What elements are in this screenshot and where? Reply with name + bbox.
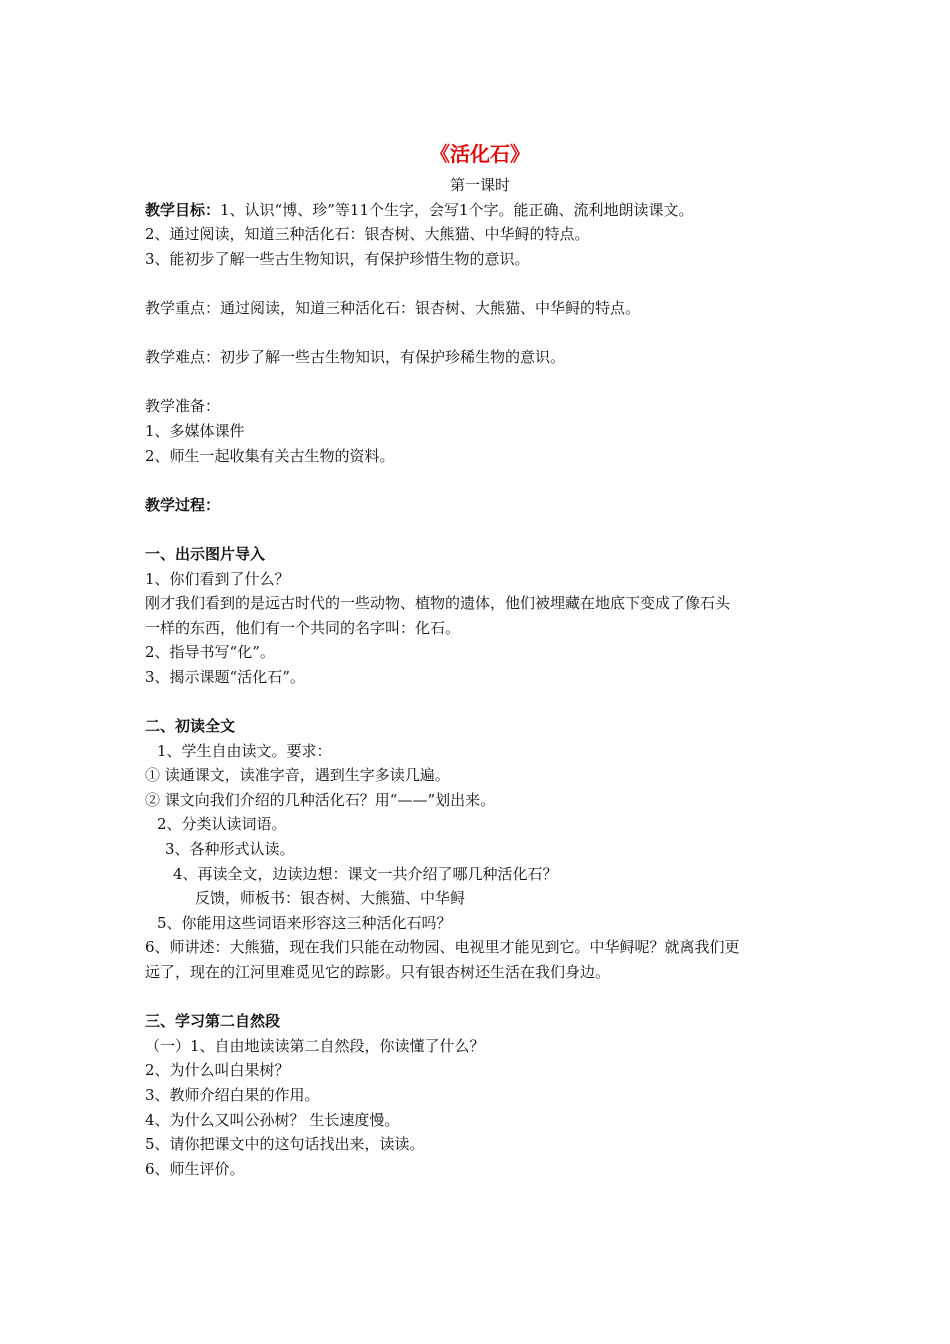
section-2-line: 5、你能用这些词语来形容这三种活化石吗？ (157, 913, 452, 932)
section-1-line: 3、揭示课题“活化石”。 (145, 667, 305, 686)
section-3-line: （一）1、自由地读读第二自然段，你读懂了什么？ (145, 1036, 485, 1055)
spacer (145, 985, 815, 1010)
section-2-line: 2、分类认读词语。 (157, 815, 287, 834)
goals-label: 教学目标： (145, 200, 221, 219)
process-label: 教学过程： (145, 495, 221, 514)
section-1-line: 2、指导书写“化”。 (145, 643, 275, 662)
document-body (145, 139, 815, 1181)
prep-item-2: 2、师生一起收集有关古生物的资料。 (145, 446, 395, 465)
goals-line-3: 3、能初步了解一些古生物知识，有保护珍惜生物的意识。 (145, 249, 530, 268)
spacer (145, 321, 815, 346)
section-2-line: ② 课文向我们介绍的几种活化石？用“——”划出来。 (145, 790, 496, 809)
section-3-heading: 三、学习第二自然段 (145, 1012, 281, 1031)
key-point: 教学重点：通过阅读，知道三种活化石：银杏树、大熊猫、中华鲟的特点。 (145, 298, 641, 317)
section-1-line: 1、你们看到了什么？ (145, 569, 290, 588)
difficulty: 教学难点：初步了解一些古生物知识，有保护珍稀生物的意识。 (145, 348, 566, 367)
section-2-line: 6、师讲述：大熊猫，现在我们只能在动物园、电视里才能见到它。中华鲟呢？就离我们更 (145, 938, 740, 957)
goals-text-1: 1、认识“博、珍”等11个生字，会写1个字。能正确、流利地朗读课文。 (220, 200, 694, 219)
goals-line-2: 2、通过阅读，知道三种活化石：银杏树、大熊猫、中华鲟的特点。 (145, 225, 590, 244)
section-2-line: 反馈，师板书：银杏树、大熊猫、中华鲟 (195, 889, 466, 908)
section-3-line: 5、请你把课文中的这句话找出来，读读。 (145, 1135, 425, 1154)
section-3-line: 4、为什么又叫公孙树？ 生长速度慢。 (145, 1110, 400, 1129)
document-title: 《活化石》 (430, 142, 530, 166)
lesson-period: 第一课时 (449, 176, 510, 194)
spacer (145, 468, 815, 493)
goals-line-1 (145, 198, 815, 223)
section-1-line: 一样的东西，他们有一个共同的名字叫：化石。 (145, 618, 461, 637)
section-3-line: 2、为什么叫白果树？ (145, 1061, 290, 1080)
section-1-line: 刚才我们看到的是远古时代的一些动物、植物的遗体，他们被埋藏在地底下变成了像石头 (145, 594, 731, 613)
spacer (145, 370, 815, 395)
prep-label: 教学准备： (145, 397, 221, 416)
section-2-heading: 二、初读全文 (145, 717, 236, 736)
section-3-line: 6、师生评价。 (145, 1159, 245, 1178)
prep-item-1: 1、多媒体课件 (145, 421, 245, 440)
section-2-line: 1、学生自由读文。要求： (157, 741, 332, 760)
section-3-line: 3、教师介绍白果的作用。 (145, 1085, 320, 1104)
spacer (145, 689, 815, 714)
section-2-line: 4、再读全文，边读边想：课文一共介绍了哪几种活化石？ (173, 864, 558, 883)
section-2-line: ① 读通课文，读准字音，遇到生字多读几遍。 (145, 766, 450, 785)
section-2-line: 3、各种形式认读。 (165, 840, 295, 859)
spacer (145, 517, 815, 542)
section-2-line: 远了，现在的江河里难觅见它的踪影。只有银杏树还生活在我们身边。 (145, 963, 611, 981)
section-1-heading: 一、出示图片导入 (145, 544, 266, 563)
spacer (145, 271, 815, 296)
